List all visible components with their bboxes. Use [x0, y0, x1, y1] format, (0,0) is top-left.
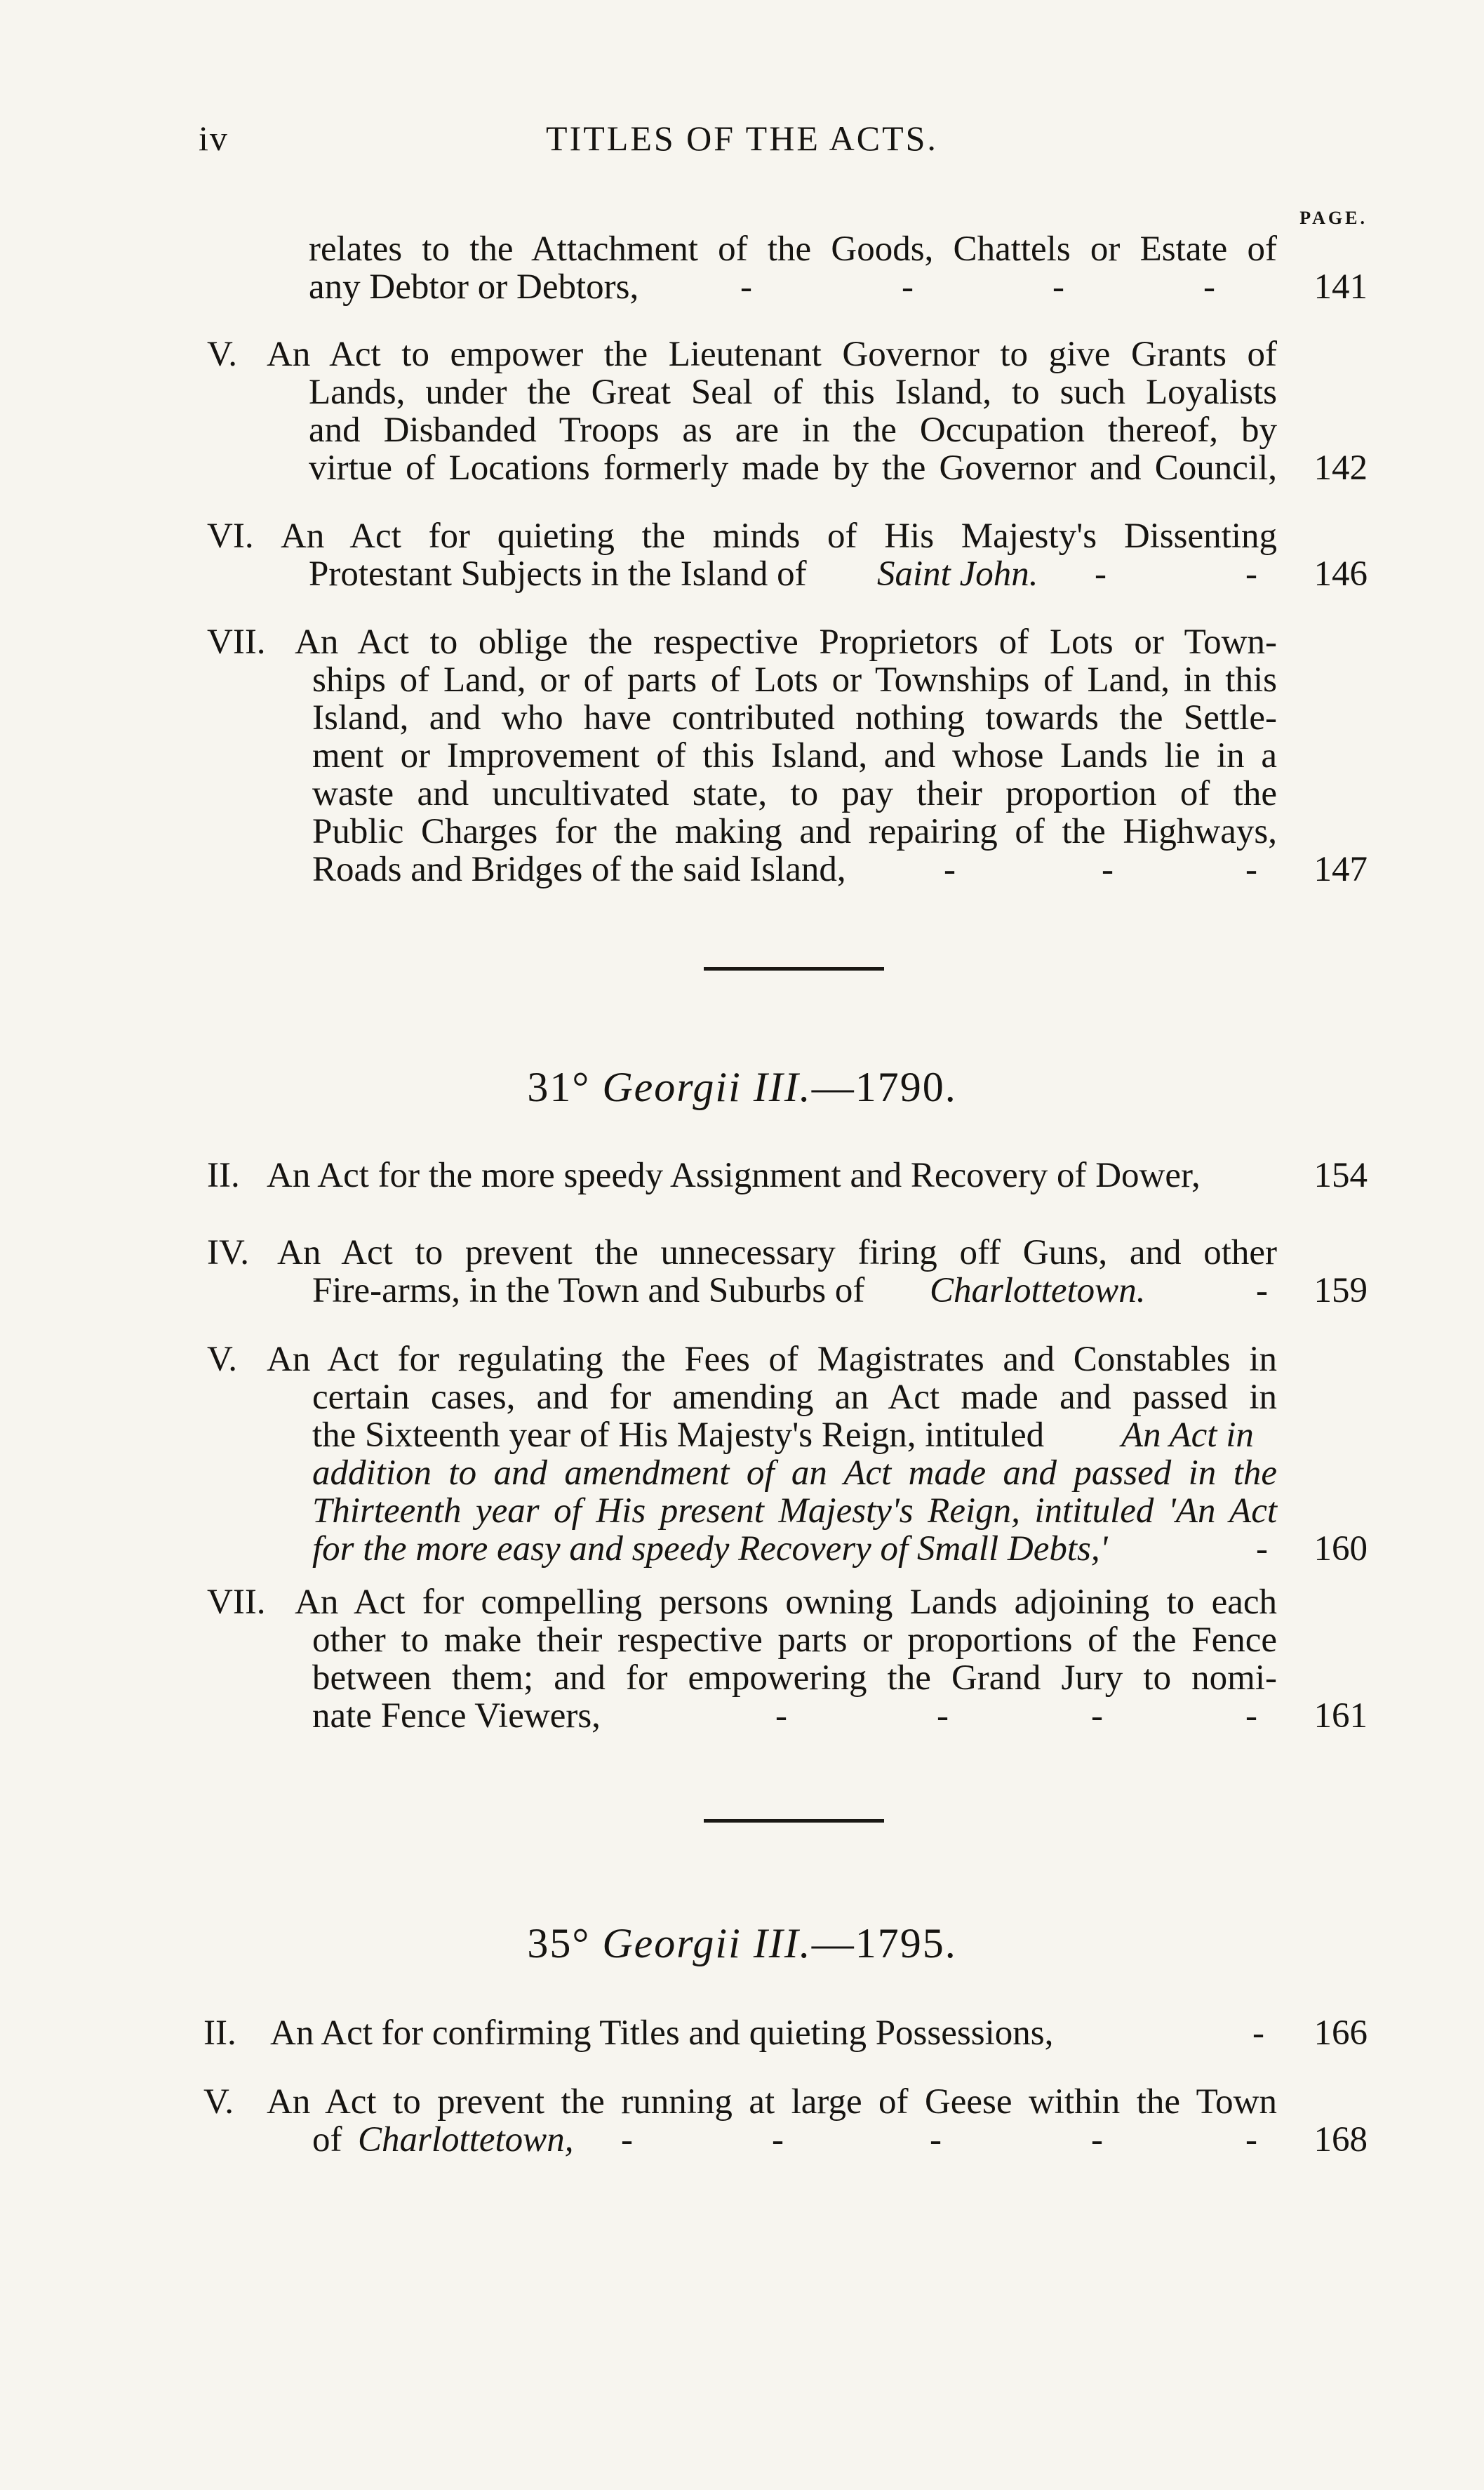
page-column-label: PAGE.	[1299, 208, 1368, 228]
entry-line-italic: Charlottetown.	[930, 1271, 1146, 1310]
entry-line: of	[312, 2120, 342, 2159]
entry-line: ment or Improvement of this Island, and whose Lands lie in a	[312, 736, 1277, 775]
entry-line: relates to the Attachment of the Goods, Chattels or Estate of	[309, 229, 1277, 269]
entry-line: An Act for quieting the minds of His Majesty's Dissenting	[281, 517, 1277, 556]
entry-line: between them; and for empowering the Grand Jury to nomi-	[312, 1658, 1277, 1698]
entry-line-italic: Saint John.	[877, 554, 1038, 594]
entry-line: Lands, under the Great Seal of this Island, to such Loyalists	[309, 373, 1277, 412]
page-ref: 161	[1313, 1696, 1368, 1736]
page-ref: 159	[1313, 1271, 1368, 1310]
entry-line: Protestant Subjects in the Island of	[309, 554, 807, 594]
page-ref: 154	[1313, 1156, 1368, 1195]
entry-line: Island, and who have contributed nothing towards the Settle-	[312, 698, 1277, 738]
page-ref: 166	[1313, 2013, 1368, 2053]
book-page: iv TITLES OF THE ACTS. PAGE. relates to the Attachment of the Goods, Chattels or Estate of any Debtor or Debtors, - - - - 141 V. An Act to empower the Lieutenant Governor to give Grants of Lands, under the Great Seal of this Island, to such Loyalists and Disbanded Troops as are in the Occupation thereof, by virtue of Locations formerly made by the Governor and Council, 142 VI. An Act for quieting the minds of His Majesty's Dissenting Protestant Subjects in the Island of Saint John. - - 146 VII. An Act to oblige the respective Proprietors of Lots or Town- ships of Land, or of parts of Lots or Townships of Land, in this Island, and who have contributed nothing towards the Settle- ment or Improvement of this Island, and whose Lands lie in a waste and uncultivated state, to pay their proportion of the Public Charges for the making and repairing of the Highways, Roads and Bridges of the said Island, - - - 147 31° Georgii III.—1790. II. An Act for the more speedy Assignment and Recovery of Dower, 154 IV. An Act to prevent the unnecessary firing off Guns, and other Fire-arms, in the Town and Suburbs of Charlottetown. - 159 V. An Act for regulating the Fees of Magistrates and Constables in certain cases, and for amending an Act made and passed in the Sixteenth year of His Majesty's Reign, intituled An Act in addition to and amendment of an Act made and passed in the Thirteenth year of His present Majesty's Reign, intituled 'An Act for the more easy and speedy Recovery of Small Debts,' - 160 VII. An Act for compelling persons owning Lands adjoining to each other to make their respective parts or proportions of the Fence between them; and for empowering the Grand Jury to nomi- nate Fence Viewers, - - - - 161 35° Georgii III.—1795. II. An Act for confirming Titles and quieting Possessions, - 166 V. An Act to prevent the running at large of Geese within the Town of Charlottetown, - - - - - 168	[0, 0, 1484, 2490]
section-divider	[704, 1819, 884, 1823]
section-divider	[704, 967, 884, 971]
entry-line: ships of Land, or of parts of Lots or Townships of Land, in this	[312, 660, 1277, 700]
entry-line: An Act to prevent the running at large of Geese within the Town	[267, 2082, 1277, 2122]
entry-line: An Act for the more speedy Assignment and Recovery of Dower,	[267, 1156, 1201, 1195]
entry-line-italic: Thirteenth year of His present Majesty's Reign, intituled 'An Act	[312, 1491, 1277, 1531]
running-header	[0, 118, 1484, 174]
entry-line: Roads and Bridges of the said Island,	[312, 850, 846, 889]
running-title: TITLES OF THE ACTS.	[546, 119, 938, 158]
act-numeral: VII.	[207, 622, 266, 662]
entry-line: An Act for compelling persons owning Lands adjoining to each	[295, 1583, 1277, 1622]
act-numeral: VI.	[207, 517, 254, 556]
page-ref: 160	[1313, 1529, 1368, 1569]
act-numeral: II.	[203, 2013, 236, 2053]
page-ref: 142	[1313, 448, 1368, 488]
section-heading-1795: 35° Georgii III.—1795.	[527, 1920, 957, 1966]
entry-line: An Act to prevent the unnecessary firing off Guns, and other	[277, 1233, 1277, 1272]
entry-line: nate Fence Viewers,	[312, 1696, 601, 1736]
entry-line-italic: Charlottetown,	[358, 2120, 574, 2159]
entry-line: An Act to oblige the respective Proprietors of Lots or Town-	[295, 622, 1277, 662]
page-ref: 141	[1313, 267, 1368, 307]
entry-line-italic: addition to and amendment of an Act made and passed in the	[312, 1453, 1277, 1493]
act-numeral: IV.	[207, 1233, 249, 1272]
entry-line: any Debtor or Debtors,	[309, 267, 639, 307]
entry-line: other to make their respective parts or proportions of the Fence	[312, 1620, 1277, 1660]
entry-line: the Sixteenth year of His Majesty's Reign, intituled	[312, 1416, 1045, 1455]
act-numeral: V.	[207, 335, 238, 374]
entry-line: Fire-arms, in the Town and Suburbs of	[312, 1271, 865, 1310]
page-ref: 168	[1313, 2120, 1368, 2159]
page-number: iv	[199, 119, 229, 158]
act-numeral: VII.	[207, 1583, 266, 1622]
entry-line: An Act to empower the Lieutenant Governor to give Grants of	[267, 335, 1277, 374]
entry-line: virtue of Locations formerly made by the Governor and Council,	[309, 448, 1277, 488]
entry-line: An Act for regulating the Fees of Magistrates and Constables in	[267, 1340, 1277, 1379]
entry-line: Public Charges for the making and repairing of the Highways,	[312, 812, 1277, 851]
page-ref: 146	[1313, 554, 1368, 594]
entry-line-italic: for the more easy and speedy Recovery of Small Debts,'	[312, 1529, 1108, 1569]
act-numeral: II.	[207, 1156, 240, 1195]
page-ref: 147	[1313, 850, 1368, 889]
section-heading-1790: 31° Georgii III.—1790.	[527, 1064, 957, 1110]
act-numeral: V.	[207, 1340, 238, 1379]
act-numeral: V.	[203, 2082, 234, 2122]
entry-line: waste and uncultivated state, to pay their proportion of the	[312, 774, 1277, 813]
entry-line: certain cases, and for amending an Act made and passed in	[312, 1378, 1277, 1417]
entry-line: and Disbanded Troops as are in the Occupation thereof, by	[309, 411, 1277, 450]
entry-line-italic: An Act in	[1121, 1416, 1254, 1455]
entry-line: An Act for confirming Titles and quieting Possessions,	[270, 2013, 1054, 2053]
